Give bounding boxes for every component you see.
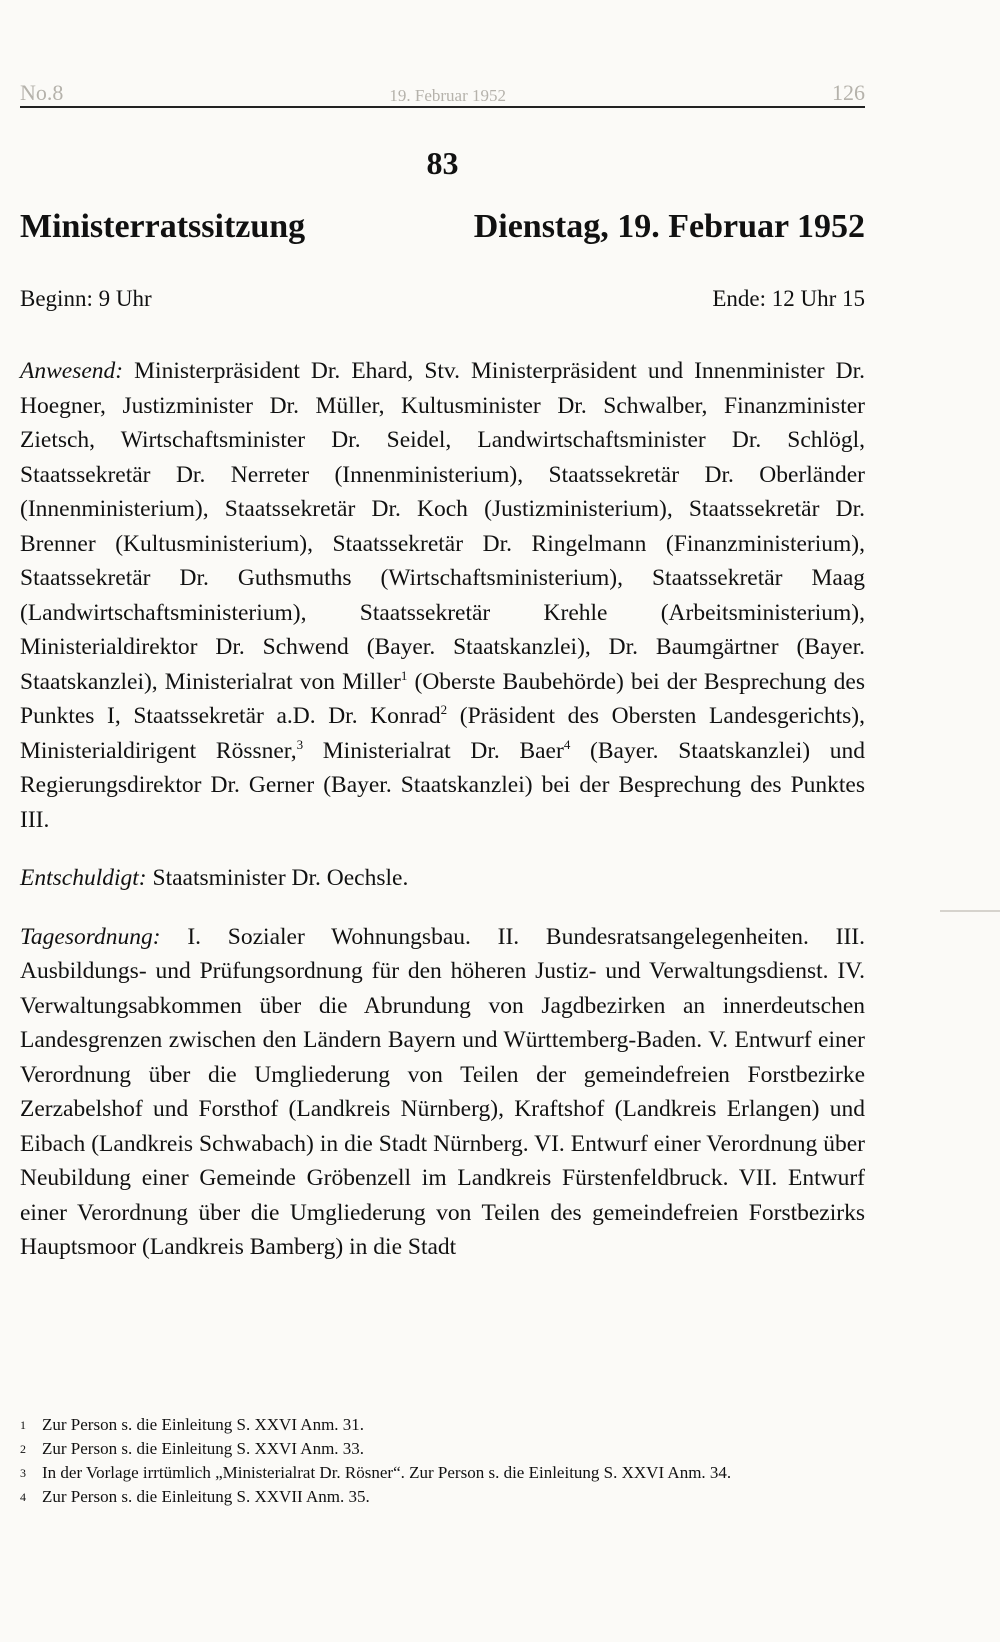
footnote-text: In der Vorlage irrtümlich „Ministerialrat Dr. Rösner“. Zur Person s. die Einleitung S. XXVI Anm. 34. [42, 1463, 732, 1482]
title-line [20, 208, 865, 246]
footnote-item [20, 1437, 865, 1461]
document-number: 83 [426, 145, 459, 181]
header-left: No.8 [20, 80, 64, 105]
attendees-label: Anwesend: [20, 358, 124, 384]
main-content [20, 135, 865, 1265]
meeting-title: Ministerratssitzung [20, 208, 306, 245]
running-header [20, 66, 865, 106]
agenda-text: I. Sozialer Wohnungsbau. II. Bundesratsangelegenheiten. III. Ausbildungs- und Prüfungsordnung für den höheren Justiz- und Verwaltungsdienst. IV. Verwaltungsabkommen über die Abrundung von Jagdbezirken an innerdeutschen Landesgrenzen zwischen den Ländern Bayern und Württemberg-Baden. V. Entwurf einer Verordnung über die Umgliederung von Teilen der gemeindefreien Forstbezirke Zerzabelshof und Forsthof (Landkreis Nürnberg), Kraftshof (Landkreis Erlangen) und Eibach (Landkreis Schwabach) in die Stadt Nürnberg. VI. Entwurf einer Verordnung über Neubildung einer Gemeinde Gröbenzell im Landkreis Fürstenfeldbruck. VII. Entwurf einer Verordnung über die Umgliederung von Teilen des gemeindefreien Forstbezirks Hauptsmoor (Landkreis Bamberg) in die Stadt [20, 923, 865, 1260]
footnotes [20, 1413, 865, 1509]
footnote-ref-4: 4 [563, 736, 571, 752]
page-edge-mark [940, 910, 1000, 912]
footnote-text: Zur Person s. die Einleitung S. XXVI Anm. 33. [42, 1439, 365, 1458]
header-rule [20, 106, 865, 108]
attendees-text-5: (Bayer. Staatskanzlei) und Regierungsdirektor Dr. Gerner (Bayer. Staatskanzlei) bei der Besprechung des Punktes III. [20, 737, 865, 833]
footnote-item [20, 1461, 865, 1485]
agenda-paragraph [20, 920, 865, 1265]
footnote-number: 1 [20, 1418, 26, 1432]
header-center: 19. Februar 1952 [389, 86, 506, 105]
time-line [20, 286, 865, 312]
excused-paragraph [20, 861, 865, 896]
attendees-text-2: (Oberste Baubehörde) bei der Besprechung des Punktes I, Staatssekretär a.D. Dr. Konrad [20, 668, 865, 729]
excused-label: Entschuldigt: [20, 865, 147, 891]
begin-time: Beginn: 9 Uhr [20, 286, 152, 311]
attendees-text-1: Ministerpräsident Dr. Ehard, Stv. Ministerpräsident und Innenminister Dr. Hoegner, Justizminister Dr. Müller, Kultusminister Dr. Schwalber, Finanzminister Zietsch, Wirtschaftsminister Dr. Seidel, Landwirtschaftsminister Dr. Schlögl, Staatssekretär Dr. Nerreter (Innenministerium), Staatssekretär Dr. Oberländer (Innenministerium), Staatssekretär Dr. Koch (Justizministerium), Staatssekretär Dr. Brenner (Kultusministerium), Staatssekretär Dr. Ringelmann (Finanzministerium), Staatssekretär Dr. Guthsmuths (Wirtschaftsministerium), Staatssekretär Maag (Landwirtschaftsministerium), Staatssekretär Krehle (Arbeitsministerium), Ministerialdirektor Dr. Schwend (Bayer. Staatskanzlei), Dr. Baumgärtner (Bayer. Staatskanzlei), Ministerialrat von Miller [20, 358, 865, 695]
footnote-ref-3: 3 [296, 736, 304, 752]
footnote-number: 4 [20, 1490, 26, 1504]
footnote-item [20, 1485, 865, 1509]
agenda-label: Tagesordnung: [20, 923, 161, 950]
footnote-ref-1: 1 [400, 667, 408, 683]
footnote-text: Zur Person s. die Einleitung S. XXVI Anm. 31. [42, 1415, 365, 1434]
attendees-text-3: (Präsident des Obersten Landesgerichts), Ministerialdirigent Rössner, [20, 703, 865, 764]
header-page-number: 126 [831, 80, 865, 105]
footnote-text: Zur Person s. die Einleitung S. XXVII Anm. 35. [42, 1487, 370, 1506]
attendees-text-4: Ministerialrat Dr. Baer [303, 737, 564, 764]
footnote-ref-2: 2 [440, 702, 448, 718]
footnote-item [20, 1413, 865, 1437]
footnote-number: 3 [20, 1466, 26, 1480]
attendees-paragraph [20, 354, 865, 837]
excused-text: Staatsminister Dr. Oechsle. [146, 865, 409, 891]
meeting-date: Dienstag, 19. Februar 1952 [473, 208, 865, 245]
end-time: Ende: 12 Uhr 15 [712, 286, 865, 311]
footnote-number: 2 [20, 1442, 26, 1456]
